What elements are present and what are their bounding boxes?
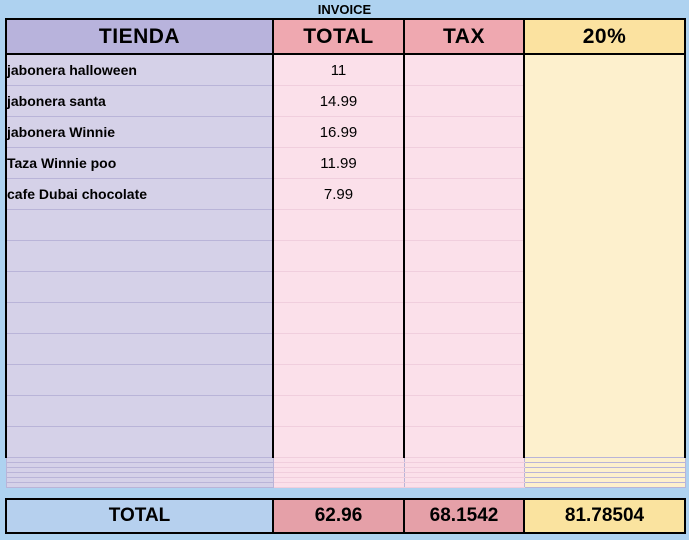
cell-tienda[interactable] <box>6 272 273 303</box>
page-title: INVOICE <box>317 2 372 17</box>
cell-tienda[interactable] <box>6 210 273 241</box>
cell-total[interactable] <box>273 272 404 303</box>
cell-total[interactable] <box>273 483 404 488</box>
cell-total[interactable]: 11.99 <box>273 148 404 179</box>
cell-tax[interactable] <box>404 241 524 272</box>
invoice-table <box>5 18 686 488</box>
cell-tax[interactable] <box>404 396 524 427</box>
cell-tienda[interactable]: jabonera Winnie <box>6 117 273 148</box>
table-footer-row <box>6 499 685 533</box>
row-gap <box>0 488 689 498</box>
cell-tax[interactable] <box>404 179 524 210</box>
table-row-collapsed <box>6 483 685 488</box>
cell-total[interactable]: 7.99 <box>273 179 404 210</box>
cell-percent[interactable] <box>524 54 685 86</box>
footer-percent[interactable]: 81.78504 <box>524 499 685 533</box>
cell-tax[interactable] <box>404 117 524 148</box>
column-header-total[interactable]: TOTAL <box>273 19 404 54</box>
cell-tax[interactable] <box>404 210 524 241</box>
cell-tienda[interactable] <box>6 334 273 365</box>
cell-tax[interactable] <box>404 483 524 488</box>
cell-percent-merged[interactable] <box>524 86 685 458</box>
column-header-tienda[interactable]: TIENDA <box>6 19 273 54</box>
table-row <box>6 86 685 117</box>
table-header-row <box>6 19 685 54</box>
cell-tax[interactable] <box>404 86 524 117</box>
cell-total[interactable]: 16.99 <box>273 117 404 148</box>
cell-tax[interactable] <box>404 334 524 365</box>
cell-tax[interactable] <box>404 148 524 179</box>
cell-percent[interactable] <box>524 483 685 488</box>
cell-total[interactable] <box>273 396 404 427</box>
cell-total[interactable] <box>273 210 404 241</box>
cell-tienda[interactable]: jabonera santa <box>6 86 273 117</box>
cell-tax[interactable] <box>404 427 524 458</box>
cell-tienda[interactable] <box>6 483 273 488</box>
bottom-gap <box>0 534 689 540</box>
cell-total[interactable] <box>273 303 404 334</box>
footer-tax[interactable]: 68.1542 <box>404 499 524 533</box>
cell-total[interactable] <box>273 427 404 458</box>
column-header-tax[interactable]: TAX <box>404 19 524 54</box>
cell-total[interactable]: 11 <box>273 54 404 86</box>
cell-tienda[interactable]: Taza Winnie poo <box>6 148 273 179</box>
invoice-footer-table <box>5 498 686 534</box>
cell-tienda[interactable]: jabonera halloween <box>6 54 273 86</box>
column-header-percent[interactable]: 20% <box>524 19 685 54</box>
cell-tienda[interactable] <box>6 303 273 334</box>
cell-tax[interactable] <box>404 54 524 86</box>
cell-tienda[interactable] <box>6 365 273 396</box>
cell-tienda[interactable] <box>6 427 273 458</box>
cell-tienda[interactable] <box>6 241 273 272</box>
cell-tax[interactable] <box>404 272 524 303</box>
cell-tienda[interactable] <box>6 396 273 427</box>
cell-total[interactable] <box>273 365 404 396</box>
footer-label[interactable]: TOTAL <box>6 499 273 533</box>
cell-tax[interactable] <box>404 303 524 334</box>
cell-total[interactable] <box>273 241 404 272</box>
cell-tienda[interactable]: cafe Dubai chocolate <box>6 179 273 210</box>
table-row <box>6 54 685 86</box>
cell-total[interactable]: 14.99 <box>273 86 404 117</box>
cell-total[interactable] <box>273 334 404 365</box>
cell-tax[interactable] <box>404 365 524 396</box>
footer-total[interactable]: 62.96 <box>273 499 404 533</box>
